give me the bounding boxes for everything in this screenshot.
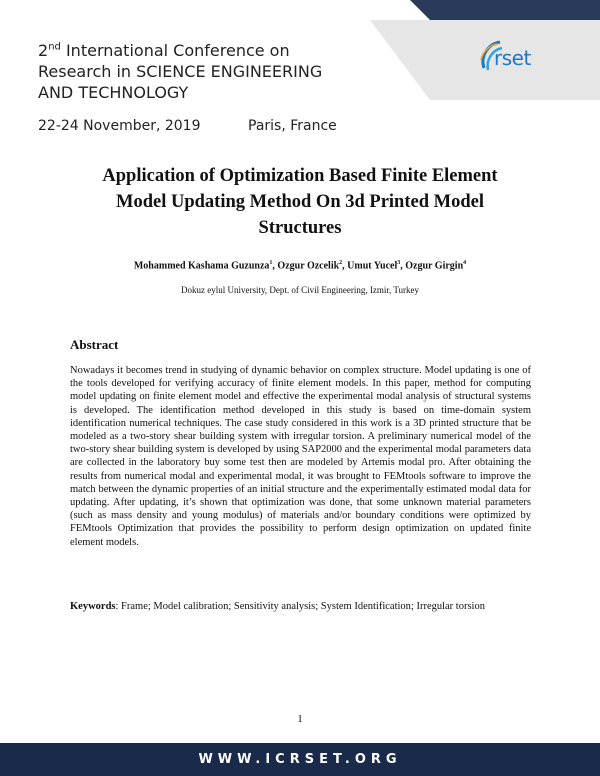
author: Umut Yucel: [347, 260, 398, 272]
author-list: Mohammed Kashama Guzunza$^1$, Ozgur Ozcelik$^2$, Umut Yucel$^3$, Ozgur Girgin$^4$: [133, 260, 467, 272]
conference-title-line2: Research in SCIENCE ENGINEERING: [38, 62, 323, 81]
conference-title-line1: 2nd International Conference on: [38, 41, 290, 60]
affiliation: Dokuz eylul University, Dept. of Civil Engineering, Izmir, Turkey: [180, 285, 420, 295]
abstract-body: Nowadays it becomes trend in studying of dynamic behavior on complex structure. Model updating is one of the tools developed for verifying accuracy of finite element models. In this paper, method for computing model updating on finite element model and effective the experimental modal analysis of structural systems is developed. The identification method developed in this study is based on time-domain system identification numerical techniques. The case study considered in this work is a 3D printed structure that be modeled as a two-story shear building system with irregular torsion. A preliminary numerical model of the two-story shear building system is developed by using SAP2000 and the experimental modal parameters data are collected in the laboratory buy some test then are modeled by Artemis modal pro. After obtaining the results from numerical modal and experimental modal, it was brought to FEMtools software to improve the match between the dynamic properties of an initial structure and the experimentally estimated modal data for updating. After updating, it’s shown that optimization was done, that some unknown material parameters (such as mass density and young modulus) of materials and/or boundary conditions were optimized by FEMtools Optimization that provides the possibility to perform design optimization on updated finite element models.: [70, 365, 531, 548]
logo-text: rset: [494, 46, 531, 70]
page-number: 1: [297, 713, 303, 725]
abstract-heading: Abstract: [70, 337, 119, 352]
author: Ozgur Ozcelik: [277, 260, 340, 272]
paper-title: Application of Optimization Based Finite Element Model Updating Method On 3d Printed Model Structures: [102, 166, 498, 238]
conference-location: Paris, France: [248, 118, 337, 134]
conference-title-line3: AND TECHNOLOGY: [38, 83, 189, 102]
keywords: [70, 600, 531, 614]
conference-title: [38, 40, 322, 103]
footer-url[interactable]: WWW.ICRSET.ORG: [198, 752, 402, 767]
conference-dates: 22-24 November, 2019: [38, 118, 201, 134]
keywords-label: Keywords: [70, 601, 116, 612]
conference-meta: [38, 118, 337, 134]
footer-bar: [0, 743, 600, 776]
keywords-text: : Frame; Model calibration; Sensitivity analysis; System Identification; Irregular torsion: [115, 601, 485, 612]
author: Mohammed Kashama Guzunza: [133, 260, 270, 272]
author: Ozgur Girgin: [405, 260, 464, 272]
